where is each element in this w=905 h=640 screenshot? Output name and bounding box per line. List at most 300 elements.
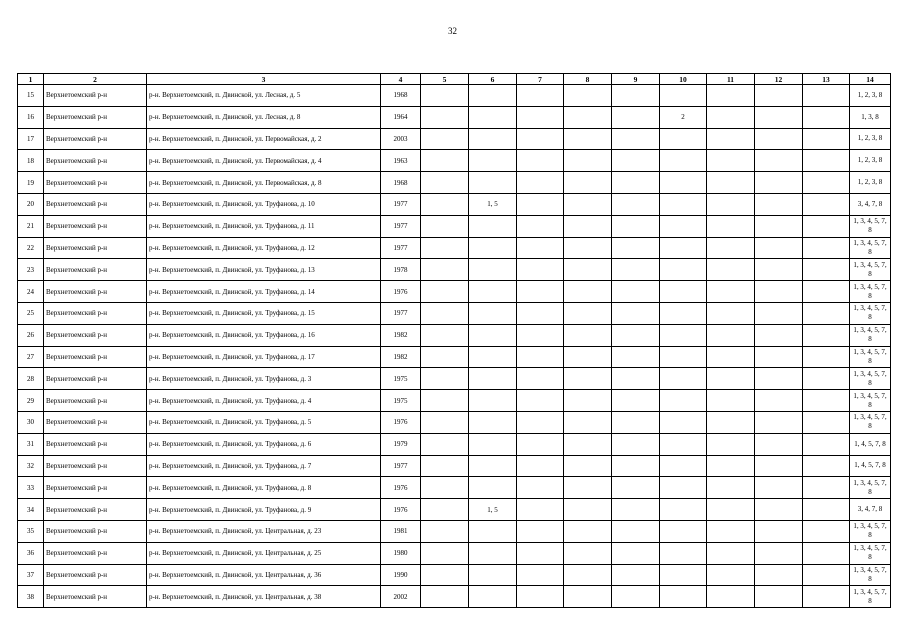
column-13-cell [803, 215, 850, 237]
district-cell: Верхнетоемский р-н [44, 346, 147, 368]
district-cell: Верхнетоемский р-н [44, 411, 147, 433]
column-8-cell [564, 390, 612, 412]
column-11-cell [707, 455, 755, 477]
row-number-cell: 26 [18, 324, 44, 346]
page-number: 32 [448, 26, 457, 36]
column-5-cell [421, 85, 469, 107]
column-14-cell: 1, 3, 4, 5, 7, 8 [850, 368, 891, 390]
column-12-cell [755, 411, 803, 433]
column-6-cell [469, 520, 517, 542]
column-14-cell: 1, 3, 4, 5, 7, 8 [850, 324, 891, 346]
column-10-cell [660, 586, 707, 608]
column-header: 8 [564, 74, 612, 85]
column-6-cell [469, 237, 517, 259]
header-row [18, 74, 891, 85]
column-5-cell [421, 542, 469, 564]
table-row [18, 85, 891, 107]
column-7-cell [517, 433, 564, 455]
column-8-cell [564, 237, 612, 259]
column-13-cell [803, 259, 850, 281]
district-cell: Верхнетоемский р-н [44, 564, 147, 586]
address-cell: р-н. Верхнетоемский, п. Двинской, ул. Труфанова, д. 14 [147, 281, 381, 303]
year-cell: 1977 [381, 455, 421, 477]
table-row [18, 106, 891, 128]
table-row [18, 215, 891, 237]
column-10-cell [660, 368, 707, 390]
column-7-cell [517, 302, 564, 324]
row-number-cell: 30 [18, 411, 44, 433]
column-13-cell [803, 499, 850, 521]
column-13-cell [803, 150, 850, 172]
column-12-cell [755, 215, 803, 237]
column-9-cell [612, 346, 660, 368]
address-cell: р-н. Верхнетоемский, п. Двинской, ул. Труфанова, д. 11 [147, 215, 381, 237]
column-11-cell [707, 564, 755, 586]
address-cell: р-н. Верхнетоемский, п. Двинской, ул. Труфанова, д. 7 [147, 455, 381, 477]
column-14-cell: 1, 3, 4, 5, 7, 8 [850, 302, 891, 324]
column-6-cell: 1, 5 [469, 499, 517, 521]
column-header: 4 [381, 74, 421, 85]
column-6-cell [469, 302, 517, 324]
column-8-cell [564, 172, 612, 194]
column-14-cell: 1, 3, 4, 5, 7, 8 [850, 477, 891, 499]
column-13-cell [803, 281, 850, 303]
column-12-cell [755, 499, 803, 521]
column-6-cell [469, 368, 517, 390]
column-7-cell [517, 411, 564, 433]
column-11-cell [707, 302, 755, 324]
column-8-cell [564, 520, 612, 542]
column-8-cell [564, 85, 612, 107]
address-cell: р-н. Верхнетоемский, п. Двинской, ул. Центральная, д. 25 [147, 542, 381, 564]
year-cell: 1977 [381, 193, 421, 215]
column-header: 10 [660, 74, 707, 85]
column-6-cell [469, 259, 517, 281]
row-number-cell: 17 [18, 128, 44, 150]
year-cell: 1968 [381, 85, 421, 107]
table-row [18, 499, 891, 521]
column-10-cell [660, 499, 707, 521]
column-12-cell [755, 128, 803, 150]
address-cell: р-н. Верхнетоемский, п. Двинской, ул. Труфанова, д. 9 [147, 499, 381, 521]
column-9-cell [612, 128, 660, 150]
column-14-cell: 1, 3, 4, 5, 7, 8 [850, 520, 891, 542]
column-5-cell [421, 193, 469, 215]
column-6-cell [469, 215, 517, 237]
column-7-cell [517, 259, 564, 281]
year-cell: 1968 [381, 172, 421, 194]
table-row [18, 411, 891, 433]
column-9-cell [612, 259, 660, 281]
column-8-cell [564, 564, 612, 586]
column-header: 11 [707, 74, 755, 85]
column-11-cell [707, 542, 755, 564]
column-13-cell [803, 302, 850, 324]
column-13-cell [803, 433, 850, 455]
column-9-cell [612, 390, 660, 412]
column-13-cell [803, 193, 850, 215]
column-13-cell [803, 390, 850, 412]
column-6-cell [469, 106, 517, 128]
year-cell: 1963 [381, 150, 421, 172]
column-14-cell: 1, 3, 4, 5, 7, 8 [850, 237, 891, 259]
column-12-cell [755, 281, 803, 303]
address-cell: р-н. Верхнетоемский, п. Двинской, ул. Труфанова, д. 16 [147, 324, 381, 346]
column-7-cell [517, 324, 564, 346]
column-9-cell [612, 172, 660, 194]
column-5-cell [421, 564, 469, 586]
column-5-cell [421, 368, 469, 390]
column-10-cell [660, 564, 707, 586]
column-14-cell: 3, 4, 7, 8 [850, 193, 891, 215]
column-10-cell [660, 390, 707, 412]
column-6-cell [469, 564, 517, 586]
column-14-cell: 1, 3, 4, 5, 7, 8 [850, 390, 891, 412]
district-cell: Верхнетоемский р-н [44, 193, 147, 215]
table-row [18, 390, 891, 412]
table-row [18, 455, 891, 477]
column-9-cell [612, 499, 660, 521]
column-10-cell [660, 215, 707, 237]
column-13-cell [803, 586, 850, 608]
column-11-cell [707, 586, 755, 608]
housing-register-table [17, 73, 891, 608]
column-8-cell [564, 499, 612, 521]
district-cell: Верхнетоемский р-н [44, 128, 147, 150]
column-10-cell [660, 193, 707, 215]
column-13-cell [803, 368, 850, 390]
address-cell: р-н. Верхнетоемский, п. Двинской, ул. Труфанова, д. 15 [147, 302, 381, 324]
column-13-cell [803, 85, 850, 107]
year-cell: 1977 [381, 215, 421, 237]
column-6-cell [469, 324, 517, 346]
table-row [18, 324, 891, 346]
row-number-cell: 38 [18, 586, 44, 608]
column-11-cell [707, 128, 755, 150]
year-cell: 1975 [381, 368, 421, 390]
column-5-cell [421, 106, 469, 128]
column-9-cell [612, 237, 660, 259]
column-14-cell: 1, 3, 4, 5, 7, 8 [850, 564, 891, 586]
column-13-cell [803, 411, 850, 433]
address-cell: р-н. Верхнетоемский, п. Двинской, ул. Труфанова, д. 6 [147, 433, 381, 455]
column-7-cell [517, 193, 564, 215]
year-cell: 2003 [381, 128, 421, 150]
column-12-cell [755, 433, 803, 455]
address-cell: р-н. Верхнетоемский, п. Двинской, ул. Первомайская, д. 8 [147, 172, 381, 194]
district-cell: Верхнетоемский р-н [44, 150, 147, 172]
column-7-cell [517, 586, 564, 608]
column-6-cell [469, 346, 517, 368]
table-row [18, 368, 891, 390]
address-cell: р-н. Верхнетоемский, п. Двинской, ул. Центральная, д. 23 [147, 520, 381, 542]
column-8-cell [564, 368, 612, 390]
column-10-cell [660, 172, 707, 194]
column-14-cell: 1, 3, 4, 5, 7, 8 [850, 411, 891, 433]
column-14-cell: 1, 3, 4, 5, 7, 8 [850, 346, 891, 368]
year-cell: 1976 [381, 499, 421, 521]
column-5-cell [421, 520, 469, 542]
table-row [18, 128, 891, 150]
column-14-cell: 1, 3, 4, 5, 7, 8 [850, 281, 891, 303]
column-14-cell: 3, 4, 7, 8 [850, 499, 891, 521]
column-header: 9 [612, 74, 660, 85]
column-7-cell [517, 346, 564, 368]
row-number-cell: 34 [18, 499, 44, 521]
column-6-cell: 1, 5 [469, 193, 517, 215]
column-12-cell [755, 390, 803, 412]
column-8-cell [564, 433, 612, 455]
column-header: 12 [755, 74, 803, 85]
address-cell: р-н. Верхнетоемский, п. Двинской, ул. Лесная, д. 8 [147, 106, 381, 128]
column-7-cell [517, 150, 564, 172]
column-12-cell [755, 324, 803, 346]
year-cell: 1982 [381, 346, 421, 368]
table-row [18, 564, 891, 586]
column-9-cell [612, 150, 660, 172]
district-cell: Верхнетоемский р-н [44, 433, 147, 455]
address-cell: р-н. Верхнетоемский, п. Двинской, ул. Труфанова, д. 8 [147, 477, 381, 499]
table-body [18, 85, 891, 608]
address-cell: р-н. Верхнетоемский, п. Двинской, ул. Труфанова, д. 17 [147, 346, 381, 368]
column-7-cell [517, 215, 564, 237]
column-9-cell [612, 455, 660, 477]
column-9-cell [612, 302, 660, 324]
column-8-cell [564, 106, 612, 128]
column-9-cell [612, 433, 660, 455]
year-cell: 1977 [381, 302, 421, 324]
column-9-cell [612, 477, 660, 499]
column-5-cell [421, 586, 469, 608]
column-12-cell [755, 106, 803, 128]
row-number-cell: 33 [18, 477, 44, 499]
year-cell: 1980 [381, 542, 421, 564]
column-12-cell [755, 172, 803, 194]
table-row [18, 302, 891, 324]
column-header: 7 [517, 74, 564, 85]
column-11-cell [707, 411, 755, 433]
column-13-cell [803, 455, 850, 477]
year-cell: 1964 [381, 106, 421, 128]
column-11-cell [707, 368, 755, 390]
column-5-cell [421, 433, 469, 455]
column-14-cell: 1, 4, 5, 7, 8 [850, 433, 891, 455]
column-7-cell [517, 128, 564, 150]
table-header [18, 74, 891, 85]
column-9-cell [612, 542, 660, 564]
column-6-cell [469, 150, 517, 172]
column-11-cell [707, 346, 755, 368]
column-11-cell [707, 259, 755, 281]
column-6-cell [469, 390, 517, 412]
column-8-cell [564, 411, 612, 433]
district-cell: Верхнетоемский р-н [44, 237, 147, 259]
row-number-cell: 32 [18, 455, 44, 477]
table-row [18, 150, 891, 172]
column-14-cell: 1, 2, 3, 8 [850, 172, 891, 194]
column-header: 13 [803, 74, 850, 85]
column-11-cell [707, 390, 755, 412]
column-8-cell [564, 586, 612, 608]
district-cell: Верхнетоемский р-н [44, 172, 147, 194]
district-cell: Верхнетоемский р-н [44, 259, 147, 281]
column-8-cell [564, 477, 612, 499]
column-13-cell [803, 128, 850, 150]
column-12-cell [755, 259, 803, 281]
column-9-cell [612, 368, 660, 390]
column-8-cell [564, 281, 612, 303]
table-row [18, 520, 891, 542]
column-10-cell [660, 237, 707, 259]
address-cell: р-н. Верхнетоемский, п. Двинской, ул. Центральная, д. 38 [147, 586, 381, 608]
table-row [18, 477, 891, 499]
row-number-cell: 37 [18, 564, 44, 586]
column-7-cell [517, 85, 564, 107]
column-6-cell [469, 128, 517, 150]
district-cell: Верхнетоемский р-н [44, 586, 147, 608]
column-12-cell [755, 193, 803, 215]
column-12-cell [755, 237, 803, 259]
address-cell: р-н. Верхнетоемский, п. Двинской, ул. Лесная, д. 5 [147, 85, 381, 107]
column-5-cell [421, 281, 469, 303]
column-10-cell [660, 259, 707, 281]
row-number-cell: 28 [18, 368, 44, 390]
column-11-cell [707, 85, 755, 107]
column-5-cell [421, 455, 469, 477]
column-10-cell [660, 542, 707, 564]
column-header: 2 [44, 74, 147, 85]
year-cell: 1976 [381, 411, 421, 433]
district-cell: Верхнетоемский р-н [44, 520, 147, 542]
column-14-cell: 1, 2, 3, 8 [850, 150, 891, 172]
column-10-cell [660, 455, 707, 477]
column-8-cell [564, 455, 612, 477]
row-number-cell: 25 [18, 302, 44, 324]
column-14-cell: 1, 3, 4, 5, 7, 8 [850, 215, 891, 237]
column-5-cell [421, 302, 469, 324]
column-8-cell [564, 128, 612, 150]
column-13-cell [803, 237, 850, 259]
column-10-cell [660, 85, 707, 107]
year-cell: 1982 [381, 324, 421, 346]
column-7-cell [517, 368, 564, 390]
address-cell: р-н. Верхнетоемский, п. Двинской, ул. Труфанова, д. 4 [147, 390, 381, 412]
column-11-cell [707, 499, 755, 521]
column-8-cell [564, 193, 612, 215]
column-header: 6 [469, 74, 517, 85]
column-11-cell [707, 172, 755, 194]
column-6-cell [469, 85, 517, 107]
column-6-cell [469, 477, 517, 499]
column-12-cell [755, 302, 803, 324]
column-14-cell: 1, 3, 4, 5, 7, 8 [850, 542, 891, 564]
column-5-cell [421, 172, 469, 194]
column-header: 1 [18, 74, 44, 85]
address-cell: р-н. Верхнетоемский, п. Двинской, ул. Труфанова, д. 10 [147, 193, 381, 215]
column-12-cell [755, 150, 803, 172]
column-11-cell [707, 281, 755, 303]
column-5-cell [421, 346, 469, 368]
column-8-cell [564, 302, 612, 324]
district-cell: Верхнетоемский р-н [44, 85, 147, 107]
column-11-cell [707, 237, 755, 259]
district-cell: Верхнетоемский р-н [44, 477, 147, 499]
table-row [18, 586, 891, 608]
table-row [18, 542, 891, 564]
address-cell: р-н. Верхнетоемский, п. Двинской, ул. Первомайская, д. 2 [147, 128, 381, 150]
column-13-cell [803, 564, 850, 586]
column-12-cell [755, 586, 803, 608]
row-number-cell: 27 [18, 346, 44, 368]
address-cell: р-н. Верхнетоемский, п. Двинской, ул. Труфанова, д. 3 [147, 368, 381, 390]
column-6-cell [469, 542, 517, 564]
district-cell: Верхнетоемский р-н [44, 106, 147, 128]
table-row [18, 281, 891, 303]
column-8-cell [564, 346, 612, 368]
column-6-cell [469, 433, 517, 455]
year-cell: 1990 [381, 564, 421, 586]
column-5-cell [421, 150, 469, 172]
column-7-cell [517, 542, 564, 564]
column-12-cell [755, 520, 803, 542]
column-10-cell [660, 281, 707, 303]
district-cell: Верхнетоемский р-н [44, 302, 147, 324]
column-11-cell [707, 150, 755, 172]
row-number-cell: 23 [18, 259, 44, 281]
address-cell: р-н. Верхнетоемский, п. Двинской, ул. Труфанова, д. 5 [147, 411, 381, 433]
column-header: 5 [421, 74, 469, 85]
column-10-cell [660, 324, 707, 346]
table-row [18, 346, 891, 368]
column-8-cell [564, 542, 612, 564]
column-5-cell [421, 237, 469, 259]
table-row [18, 193, 891, 215]
column-7-cell [517, 499, 564, 521]
column-9-cell [612, 215, 660, 237]
column-5-cell [421, 390, 469, 412]
district-cell: Верхнетоемский р-н [44, 215, 147, 237]
column-14-cell: 1, 3, 4, 5, 7, 8 [850, 259, 891, 281]
column-8-cell [564, 324, 612, 346]
column-6-cell [469, 455, 517, 477]
year-cell: 1981 [381, 520, 421, 542]
column-10-cell [660, 346, 707, 368]
district-cell: Верхнетоемский р-н [44, 281, 147, 303]
column-11-cell [707, 215, 755, 237]
column-5-cell [421, 499, 469, 521]
column-12-cell [755, 455, 803, 477]
table-row [18, 172, 891, 194]
column-header: 14 [850, 74, 891, 85]
column-6-cell [469, 172, 517, 194]
column-9-cell [612, 193, 660, 215]
column-13-cell [803, 172, 850, 194]
column-9-cell [612, 564, 660, 586]
district-cell: Верхнетоемский р-н [44, 390, 147, 412]
row-number-cell: 24 [18, 281, 44, 303]
column-7-cell [517, 564, 564, 586]
column-7-cell [517, 106, 564, 128]
column-9-cell [612, 520, 660, 542]
column-11-cell [707, 433, 755, 455]
column-7-cell [517, 390, 564, 412]
column-11-cell [707, 193, 755, 215]
column-10-cell [660, 128, 707, 150]
district-cell: Верхнетоемский р-н [44, 499, 147, 521]
row-number-cell: 16 [18, 106, 44, 128]
column-header: 3 [147, 74, 381, 85]
column-10-cell [660, 150, 707, 172]
